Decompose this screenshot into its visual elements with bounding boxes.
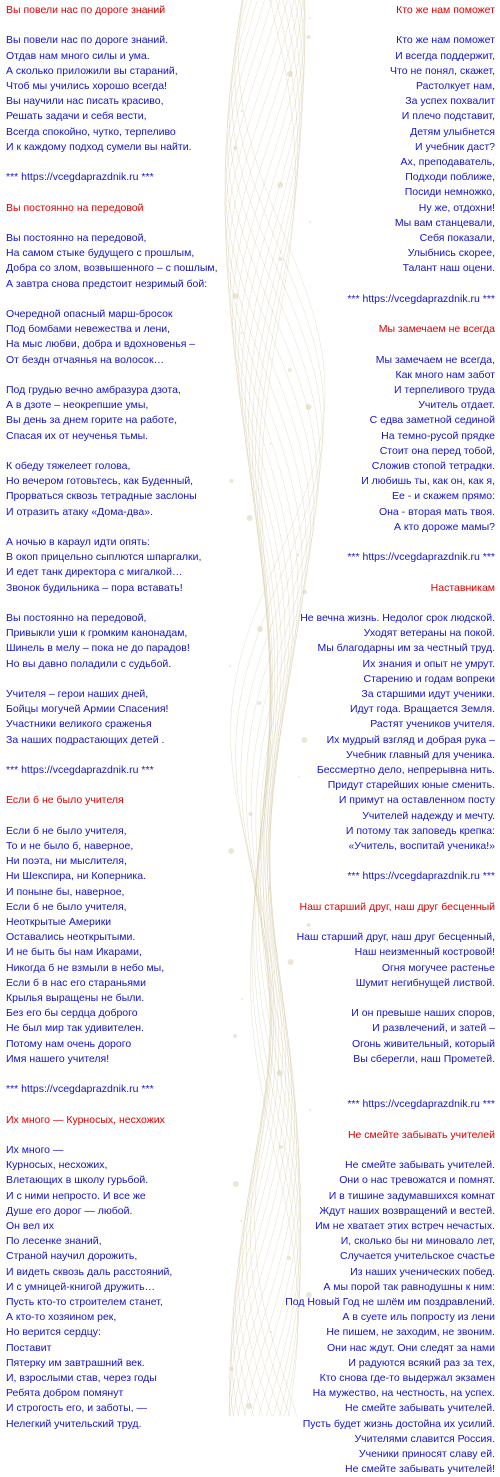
poem-line: Они нас ждут. Они следят за нами [327, 1341, 495, 1354]
poem-line: А в суете иль попросту из лени [342, 1311, 495, 1324]
spacer [6, 672, 256, 687]
poem-line: Но верится сердцу: [6, 1326, 101, 1339]
spacer [6, 1067, 256, 1082]
poem-line: *** https://vcegdaprazdnik.ru *** [347, 551, 495, 564]
poem-line: Из наших ученических побед. [350, 1265, 495, 1278]
poem-line: За успех похвалит [405, 95, 495, 108]
poem-line: И к каждому подход сумели вы найти. [6, 140, 192, 153]
poem-line: Кто снова где-то выдержал экзамен [319, 1372, 495, 1385]
spacer [6, 216, 256, 231]
poem-line: Они о нас тревожатся и помнят. [339, 1174, 495, 1187]
poem-line: Бойцы могучей Армии Спасения! [6, 703, 169, 716]
poem-line: Под бомбами невежества и лени, [6, 323, 171, 336]
poem-line: Огонь живительный, который [351, 1037, 495, 1050]
poem-line: Учитель отдает. [418, 399, 495, 412]
poem-line: Случается учительское счастье [339, 1250, 495, 1263]
poem-line: Наш старший друг, наш друг бесценный, [296, 931, 495, 944]
poem-title: Наставникам [430, 581, 495, 594]
poem-line: Ах, преподаватель, [400, 156, 495, 169]
poem-line: Их много — [6, 1143, 64, 1156]
poem-line: И, сколько бы ни миновало лет, [340, 1235, 495, 1248]
poem-title: Вы повели нас по дороге знаний [6, 4, 166, 16]
poem-line: Наш неизменный костровой! [354, 946, 495, 959]
poem-line: Курносых, несхожих, [6, 1159, 108, 1172]
spacer [6, 444, 256, 459]
poem-line: А сколько приложили вы стараний, [6, 64, 178, 77]
poem-line: С едва заметной сединой [369, 414, 495, 427]
spacer [235, 854, 495, 869]
poem-line: Как много нам забот [395, 368, 495, 381]
poem-line: Шинель в мелу – пока не до парадов! [6, 642, 190, 655]
poem-line: Растолкует нам, [415, 80, 495, 92]
poem-line: Отдав нам много силы и ума. [6, 49, 150, 62]
poem-line: И строгость его, и заботы, — [6, 1402, 147, 1415]
poem-line: И, взрослыми став, через годы [6, 1372, 157, 1385]
poem-line: Ни Шекспира, ни Коперника. [6, 870, 147, 883]
left-poem-column [6, 3, 256, 1432]
spacer [6, 520, 256, 535]
poem-line: Вы сберегли, наш Прометей. [353, 1052, 495, 1065]
poem-line: А ночью в караул идти опять: [6, 535, 150, 548]
decorative-dot [269, 0, 271, 1]
spacer [6, 18, 256, 33]
poem-line: И потому так заповедь крепка: [345, 824, 495, 837]
spacer [235, 307, 495, 322]
poem-line: Без его бы сердца доброго [6, 1007, 138, 1020]
poem-line: Ее - и скажем прямо: [392, 490, 495, 503]
poem-line: Стоит она перед тобой, [379, 444, 495, 457]
poem-line: Если б в нас его стараньями [6, 976, 146, 989]
poem-line: Влетающих в школу гурьбой. [6, 1174, 149, 1187]
poem-line: И примут на оставленном посту [338, 794, 495, 807]
poem-title: Вы постоянно на передовой [6, 201, 144, 214]
poem-line: Она - вторая мать твоя. [378, 505, 495, 518]
poem-line: Улыбнись скорее, [407, 247, 495, 260]
poem-line: По лесенке знаний, [6, 1235, 102, 1248]
poem-line: Ну же, отдохни! [418, 201, 495, 214]
poem-line: А мы порой так равнодушны к ним: [323, 1280, 495, 1293]
poem-line: Сложив стопой тетрадки. [371, 460, 495, 473]
spacer [6, 155, 256, 170]
spacer [235, 596, 495, 611]
poem-line: Не пишем, не заходим, не звоним. [326, 1326, 495, 1339]
poem-line: Страной научил дорожить, [6, 1250, 138, 1263]
spacer [6, 185, 256, 200]
poem-line: Прорваться сквозь тетрадные заслоны [6, 490, 197, 503]
poem-line: Придут старейших юные сменить. [327, 779, 495, 792]
spacer [6, 809, 256, 824]
spacer [6, 778, 256, 793]
poem-line: И с умницей-книгой дружить… [6, 1280, 156, 1293]
poem-line: Шумит негибнущей листвой. [355, 976, 495, 989]
spacer [235, 337, 495, 352]
poem-line: Мы благодарны им за честный труд. [317, 642, 495, 655]
poem-line: Душе его дорог — любой. [6, 1204, 133, 1217]
poem-line: Он вел их [6, 1220, 54, 1232]
poem-line: В окоп прицельно сыплются шпаргалки, [6, 551, 202, 564]
spacer [6, 1128, 256, 1143]
poem-line: А завтра снова предстоит незримый бой: [6, 277, 208, 290]
poem-line: Не вечна жизнь. Недолог срок людской. [300, 612, 495, 625]
poem-line: Если б не было учителя, [6, 824, 127, 837]
poem-line: Мы замечаем не всегда, [375, 353, 495, 366]
poem-line: И едет танк директора с мигалкой… [6, 566, 183, 579]
poem-line: Огня могучее растенье [381, 961, 495, 974]
poem-line: И отразить атаку «Дома-два». [6, 505, 153, 518]
poem-line: Вы постоянно на передовой, [6, 231, 147, 244]
poem-line: Пусть будет жизнь достойна их усилий. [302, 1417, 495, 1430]
poem-line: Поставит [6, 1341, 52, 1354]
poem-line: Неоткрытые Америки [6, 915, 112, 928]
poem-line: Но вы давно поладили с судьбой. [6, 657, 172, 670]
poem-line: Если б не было учителя, [6, 900, 127, 913]
poem-line: Талант наш оцени. [402, 262, 495, 275]
poem-line: А кто-то хозяином рек, [6, 1311, 117, 1324]
poem-line: К обеду тяжелеет голова, [6, 459, 131, 472]
poem-line: «Учитель, воспитай ученика!» [348, 840, 495, 853]
poem-line: За наших подрастающих детей . [6, 733, 165, 746]
spacer [6, 596, 256, 611]
poem-line: Звонок будильника – пора вставать! [6, 581, 183, 594]
poem-title: Их много — Курносых, несхожих [6, 1113, 165, 1126]
poem-line: И в тишине задумавшихся комнат [328, 1189, 495, 1202]
spacer [235, 18, 495, 33]
poem-line: А в дзоте – неокрепшие умы, [6, 399, 149, 412]
poem-line: Крылья выращены не были. [6, 992, 145, 1004]
poem-line: И развлечений, и затей – [372, 1022, 495, 1035]
poem-line: Никогда б не взмыли в небо мы, [6, 961, 165, 974]
poem-line: Учебник главный для ученика. [346, 748, 495, 761]
poem-line: Имя нашего учителя! [6, 1052, 110, 1065]
poem-line: Не был мир так удивителен. [6, 1022, 145, 1035]
poem-line: Учителя – герои наших дней, [6, 687, 149, 700]
poem-line: Не смейте забывать учителей. [345, 1402, 495, 1415]
poem-line: Добра со злом, возвышенного – с пошлым, [6, 262, 218, 275]
poem-line: Мы вам станцевали, [394, 216, 495, 229]
poem-line: Себя показали, [419, 232, 495, 245]
poem-line: Всегда спокойно, чутко, терпеливо [6, 125, 176, 138]
poem-line: Их мудрый взгляд и добрая рука – [326, 733, 495, 746]
poem-line: На самом стыке будущего с прошлым, [6, 247, 195, 260]
poem-line: На мыс любви, добра и вдохновенья – [6, 338, 196, 351]
spacer [235, 1082, 495, 1097]
poem-line: Ученики приносят славу ей. [358, 1448, 495, 1461]
poem-line: Потому нам очень дорого [6, 1037, 132, 1050]
poem-line: Идут года. Вращается Земля. [350, 703, 495, 716]
poem-line: Пятерку им завтрашний век. [6, 1356, 145, 1369]
poem-line: Их знания и опыт не умрут. [362, 657, 495, 670]
poem-line: И видеть сквозь даль расстояний, [6, 1265, 173, 1278]
poem-line: От бездн отчаянья на волосок… [6, 353, 165, 366]
right-poem-column [235, 3, 495, 1477]
poem-line: Пусть кто-то строителем станет, [6, 1296, 163, 1309]
poem-line: На темно-русой прядке [381, 429, 495, 442]
poem-line: Учителей надежду и мечту. [362, 809, 495, 822]
poem-line: Спасая их от неученья тьмы. [6, 429, 149, 442]
poem-line: *** https://vcegdaprazdnik.ru *** [6, 1083, 154, 1096]
spacer [235, 565, 495, 580]
spacer [235, 885, 495, 900]
poem-line: На мужество, на честность, на успех. [312, 1387, 495, 1400]
poem-line: Под Новый Год не шлём им поздравлений. [285, 1296, 495, 1309]
spacer [6, 1097, 256, 1112]
poem-line: И всегда поддержит, [395, 49, 495, 62]
spacer [235, 1113, 495, 1128]
spacer [6, 368, 256, 383]
poem-line: Растят учеников учителя. [370, 718, 495, 731]
poem-line: И не быть бы нам Икарами, [6, 946, 142, 959]
poem-line: И с ними непросто. И все же [6, 1189, 146, 1202]
spacer [235, 277, 495, 292]
poem-line: Вы день за днем горите на работе, [6, 414, 177, 427]
spacer [6, 748, 256, 763]
poem-line: Им не хватает этих встреч нечастых. [315, 1220, 495, 1233]
poem-line: Уходят ветераны на покой. [363, 627, 495, 640]
poem-title: Не смейте забывать учителей [347, 1128, 495, 1141]
poem-line: Учителями славится Россия. [354, 1432, 495, 1445]
poem-line: И он превыше наших споров, [351, 1007, 495, 1020]
spacer [235, 915, 495, 930]
spacer [235, 1143, 495, 1158]
poem-line: *** https://vcegdaprazdnik.ru *** [347, 292, 495, 305]
poem-line: Ребята добром помянут [6, 1387, 124, 1400]
poem-line: И плечо подставит, [401, 110, 495, 123]
poem-line: И поныне бы, наверное, [6, 885, 125, 898]
poem-line: То и не было б, наверное, [6, 839, 134, 852]
poem-line: Вы повели нас по дороге знаний. [6, 34, 169, 47]
spacer [6, 292, 256, 307]
poem-line: И любишь ты, как он, как я, [361, 475, 495, 488]
poem-line: Привыкли уши к громким канонадам, [6, 627, 188, 640]
poem-title: Кто же нам поможет [396, 4, 495, 16]
poem-line: И учебник даст? [415, 140, 495, 153]
poem-line: Ждут наших возвращений и вестей. [319, 1204, 495, 1217]
poem-line: Нелегкий учительский труд. [6, 1417, 142, 1430]
poem-line: Ни поэта, ни мыслителя, [6, 855, 127, 868]
poem-line: Вы постоянно на передовой, [6, 611, 147, 624]
poem-line: Но вечером готовьтесь, как Буденный, [6, 475, 194, 488]
poem-line: *** https://vcegdaprazdnik.ru *** [6, 763, 154, 776]
poem-line: *** https://vcegdaprazdnik.ru *** [6, 171, 154, 184]
poem-line: А кто дороже мамы? [393, 520, 495, 533]
poem-title: Наш старший друг, наш друг бесценный [299, 900, 495, 913]
poem-title: Мы замечаем не всегда [378, 323, 495, 336]
poem-line: Решать задачи и себя вести, [6, 110, 147, 123]
poem-line: Вы научили нас писать красиво, [6, 95, 164, 108]
poem-line: Чтоб мы учились хорошо всегда! [6, 80, 167, 92]
poem-line: Что не понял, скажет, [390, 64, 495, 77]
poem-line: Очередной опасный марш-бросок [6, 307, 173, 320]
poem-line: Посиди немножко, [404, 186, 495, 199]
poem-line: *** https://vcegdaprazdnik.ru *** [347, 870, 495, 883]
poem-line: За старшими идут ученики. [361, 688, 495, 701]
poem-line: Детям улыбнется [410, 125, 495, 138]
poem-line: Старению и годам вопреки [363, 672, 495, 685]
poem-line: Бессмертно дело, непрерывна нить. [316, 764, 495, 777]
poem-line: Под грудью вечно амбразура дзота, [6, 383, 181, 396]
poem-title: Если б не было учителя [6, 794, 124, 807]
spacer [235, 991, 495, 1006]
poem-line: Не смейте забывать учителей! [345, 1463, 495, 1476]
poem-line: И радуются всякий раз за тех, [348, 1356, 495, 1369]
poem-line: *** https://vcegdaprazdnik.ru *** [347, 1098, 495, 1111]
poem-line: Не смейте забывать учителей. [345, 1159, 495, 1172]
poem-line: Участники великого сраженья [6, 718, 152, 731]
poem-line: Подходи поближе, [405, 171, 495, 184]
poem-line: Оставались неоткрытыми. [6, 931, 136, 944]
spacer [235, 1067, 495, 1082]
spacer [235, 535, 495, 550]
poem-line: И терпеливого труда [393, 384, 495, 397]
poem-line: Кто же нам поможет [396, 34, 495, 47]
